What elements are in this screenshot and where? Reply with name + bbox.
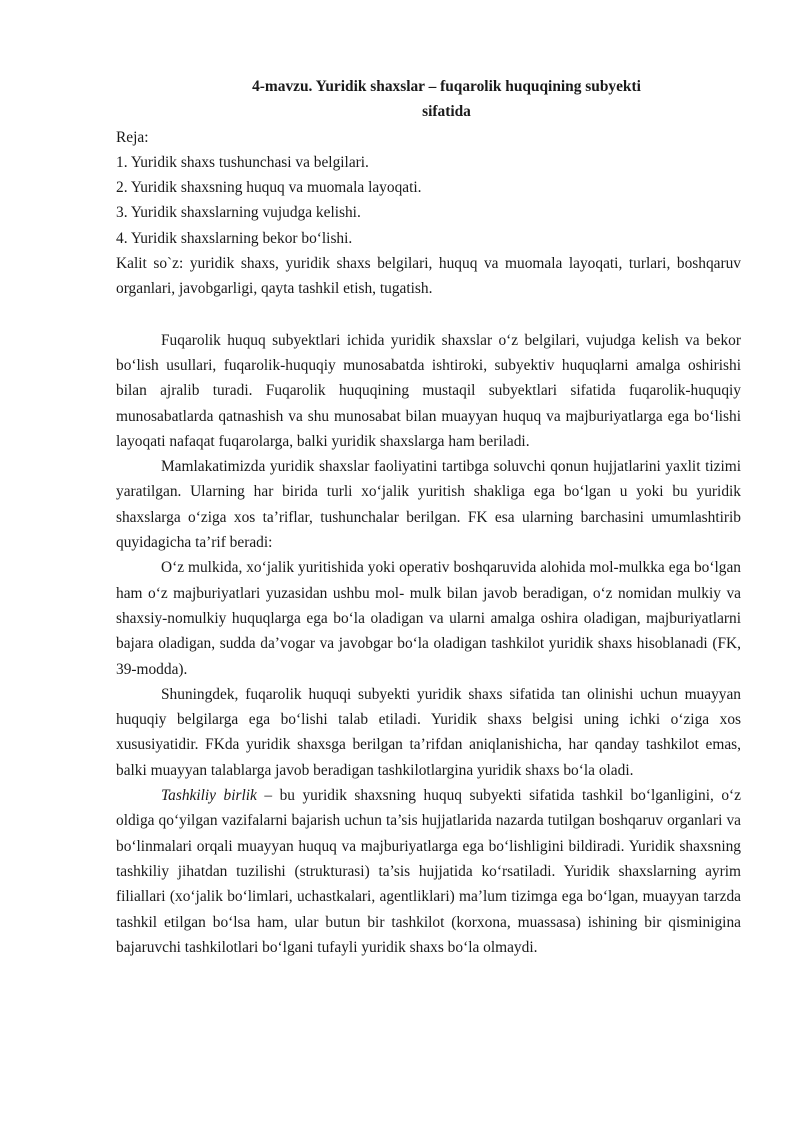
paragraph-2: Mamlakatimizda yuridik shaxslar faoliyatini tartibga soluvchi qonun hujjatlarini yaxlit tizimi yaratilgan. Ularning har birida turli xoʻjalik yuritish shakliga ega boʻlgan u yoki bu yuridik shaxslarga oʻziga xos ta’riflar, tushunchalar berilgan. FK esa ularning barchasini umumlashtirib quyidagicha ta’rif beradi: [116, 458, 741, 552]
term-tashkiliy-birlik: Tashkiliy birlik [161, 787, 257, 805]
paragraph-5-body: – bu yuridik shaxsning huquq subyekti sifatida tashkil boʻlganligini, oʻz oldiga qoʻyilgan vazifalarni bajarish uchun ta’sis hujjatlarida nazarda tutilgan boshqaruv organlari va boʻlinmalari orqali muayyan huquq va majburiyatlarga ega boʻlishligini bildiradi. Yuridik shaxsning tashkiliy jihatdan tuzilishi (strukturasi) ta’sis hujjatida koʻrsatiladi. Yuridik shaxslarning ayrim filiallari (xoʻjalik boʻlimlari, uchastkalari, agentliklari) ma’lum tizimga ega boʻlgan, muayyan tarzda tashkil etilgan boʻlsa ham, ular butun bir tashkilot (korxona, muassasa) ishining bir qisminigina bajaruvchi tashkilotlari boʻlgani tufayli yuridik shaxs boʻla olmaydi. [116, 787, 741, 956]
plan-item: 3. Yuridik shaxslarning vujudga kelishi. [116, 204, 361, 222]
paragraph-4: Shuningdek, fuqarolik huquqi subyekti yuridik shaxs sifatida tan olinishi uchun muayyan huquqiy belgilarga ega boʻlishi talab etiladi. Yuridik shaxs belgisi uning ichki oʻziga xos xususiyatidir. FKda yuridik shaxsga berilgan ta’rifdan aniqlanishicha, har qanday tashkilot emas, balki muayyan talablarga javob beradigan tashkilotlargina yuridik shaxs boʻla oladi. [116, 685, 741, 779]
paragraph-1: Fuqarolik huquq subyektlari ichida yuridik shaxslar oʻz belgilari, vujudga kelish va bekor boʻlish usullari, fuqarolik-huquqiy munosabatda ishtiroki, subyektiv huquqlarni amalga oshirishi bilan ajralib turadi. Fuqarolik huquqining mustaqil subyektlari sifatida fuqarolik-huquqiy munosabatlarda qatnashish va shu munosabat bilan muayyan huquq va majburiyatlarga ega boʻlishi layoqati nafaqat fuqarolarga, balki yuridik shaxslarga ham beriladi. [116, 331, 741, 450]
keywords-line: Kalit so`z: yuridik shaxs, yuridik shaxs belgilari, huquq va muomala layoqati, turlari, boshqaruv organlari, javobgarligi, qayta tashkil etish, tugatish. [116, 255, 741, 298]
title-line-2: sifatida [422, 103, 471, 121]
title-line-1: 4-mavzu. Yuridik shaxslar – fuqarolik huquqining subyekti [252, 78, 641, 95]
plan-item: 2. Yuridik shaxsning huquq va muomala layoqati. [116, 179, 422, 197]
plan-label: Reja: [116, 128, 149, 146]
paragraph-5 [116, 783, 741, 960]
plan-item: 1. Yuridik shaxs tushunchasi va belgilari. [116, 153, 369, 171]
plan-item: 4. Yuridik shaxslarning bekor boʻlishi. [116, 229, 353, 247]
paragraph-3: Oʻz mulkida, xoʻjalik yuritishida yoki operativ boshqaruvida alohida mol-mulkka ega boʻlgan ham oʻz majburiyatlari yuzasidan ushbu mol- mulk bilan javob beradigan, oʻz nomidan mulkiy va shaxsiy-nomulkiy huquqlarga ega boʻla oladigan va ularni amalga oshira oladigan, majburiyatlarni bajara oladigan, sudda da’vogar va javobgar boʻla oladigan tashkilot yuridik shaxs hisoblanadi (FK, 39-modda). [116, 559, 741, 678]
document-title [116, 74, 741, 125]
document-page [116, 74, 741, 960]
spacer [116, 302, 741, 328]
